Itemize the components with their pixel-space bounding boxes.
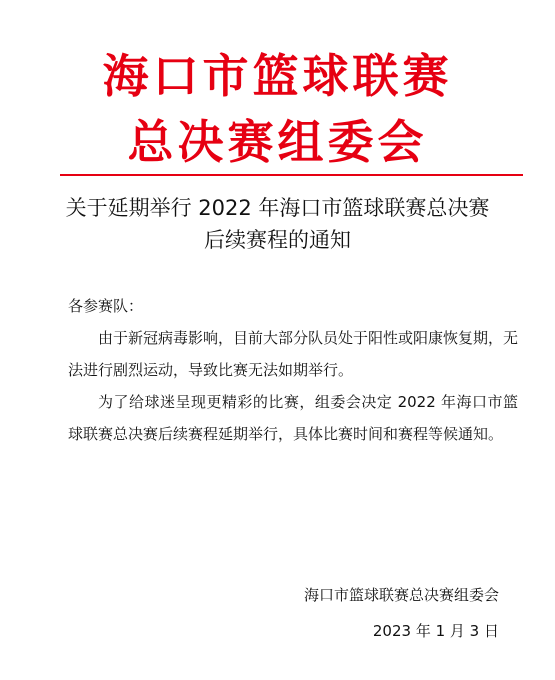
red-divider — [60, 174, 523, 176]
body-paragraph-1: 由于新冠病毒影响，目前大部分队员处于阳性或阳康恢复期，无法进行剧烈运动，导致比赛无法如期举行。 — [68, 329, 519, 379]
salutation: 各参赛队： — [68, 297, 144, 315]
signature-date: 2023 年 1 月 3 日 — [372, 622, 499, 640]
header-title-line-1: 海口市篮球联赛 — [102, 49, 453, 103]
signature-organization: 海口市篮球联赛总决赛组委会 — [303, 586, 499, 604]
body-paragraph-2: 为了给球迷呈现更精彩的比赛，组委会决定 2022 年海口市篮球联赛总决赛后续赛程延期举行，具体比赛时间和赛程等候通知。 — [68, 393, 518, 443]
signature-block — [304, 577, 499, 649]
header-title-line-2: 总决赛组委会 — [127, 115, 428, 169]
notice-title-line-2: 后续赛程的通知 — [204, 228, 351, 252]
notice-title-line-1: 关于延期举行 2022 年海口市篮球联赛总决赛 — [65, 196, 490, 220]
notice-body — [68, 290, 518, 450]
